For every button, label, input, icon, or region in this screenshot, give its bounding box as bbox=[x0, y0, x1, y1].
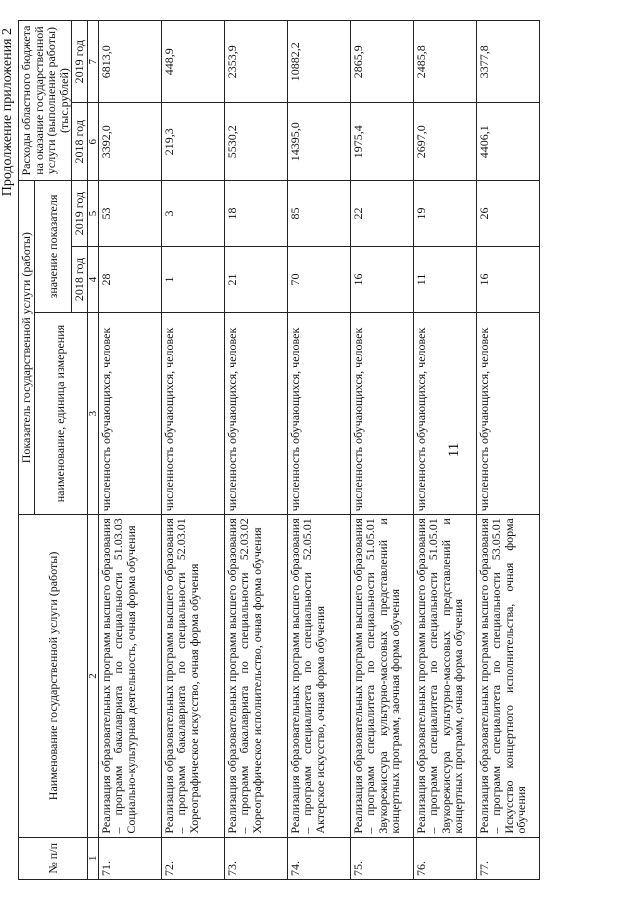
budget-2019: 2353,9 bbox=[224, 21, 287, 103]
value-2018: 28 bbox=[98, 246, 161, 312]
service-name: Реализация образовательных программ высшего образования – программ специалитета по специальности 53.05.01 Искусство концертного исполнительства, очная форма обучения bbox=[476, 515, 539, 837]
budget-2019: 2485,8 bbox=[413, 21, 476, 103]
budget-2018: 2697,0 bbox=[413, 103, 476, 181]
value-2018: 1 bbox=[161, 246, 224, 312]
header-num: № п/п bbox=[19, 837, 88, 879]
indicator-unit: численность обучающихся, человек bbox=[98, 312, 161, 514]
budget-2019: 6813,0 bbox=[98, 21, 161, 103]
header-budget-2018: 2018 год bbox=[72, 103, 88, 181]
budget-2019: 448,9 bbox=[161, 21, 224, 103]
header-value-2019: 2019 год bbox=[72, 181, 88, 247]
indicator-unit: численность обучающихся, человек bbox=[224, 312, 287, 514]
row-number: 74. bbox=[287, 837, 350, 879]
col-number-2: 2 bbox=[87, 515, 98, 837]
value-2018: 70 bbox=[287, 246, 350, 312]
header-indicator: Показатель государственной услуги (работы) bbox=[19, 181, 35, 515]
value-2019: 26 bbox=[476, 181, 539, 247]
table-row bbox=[476, 21, 539, 880]
budget-2019: 10882,2 bbox=[287, 21, 350, 103]
value-2018: 16 bbox=[350, 246, 413, 312]
service-name: Реализация образовательных программ высшего образования – программ бакалавриата по специальности 52.03.01 Хореографическое искусство, очная форма обучения bbox=[161, 515, 224, 837]
table-row bbox=[350, 21, 413, 880]
value-2019: 53 bbox=[98, 181, 161, 247]
row-number: 77. bbox=[476, 837, 539, 879]
table-row bbox=[413, 21, 476, 880]
budget-2018: 3392,0 bbox=[98, 103, 161, 181]
row-number: 72. bbox=[161, 837, 224, 879]
col-number-3: 3 bbox=[87, 312, 98, 514]
header-unit: наименование, единица измерения bbox=[34, 312, 87, 514]
value-2018: 11 bbox=[413, 246, 476, 312]
header-budget-2019: 2019 год bbox=[72, 21, 88, 103]
row-number: 73. bbox=[224, 837, 287, 879]
budget-2018: 5530,2 bbox=[224, 103, 287, 181]
budget-2018: 4406,1 bbox=[476, 103, 539, 181]
budget-2019: 3377,8 bbox=[476, 21, 539, 103]
row-number: 75. bbox=[350, 837, 413, 879]
budget-2018: 14395,0 bbox=[287, 103, 350, 181]
col-number-4: 4 bbox=[87, 246, 98, 312]
service-name: Реализация образовательных программ высшего образования – программ специалитета по специальности 51.05.01 Звукорежиссура культурно-массовых представлений и концертных программ, очная форма обучения bbox=[413, 515, 476, 837]
service-name: Реализация образовательных программ высшего образования – программ бакалавриата по специальности 52.03.02 Хореографическое исполнительство, очная форма обучения bbox=[224, 515, 287, 837]
col-number-1: 1 bbox=[87, 837, 98, 879]
header-budget: Расходы областного бюджета на оказание государственной услуги (выполнение работы) (тыс.рублей) bbox=[19, 21, 72, 181]
service-name: Реализация образовательных программ высшего образования – программ специалитета по специальности 51.05.01 Звукорежиссура культурно-массовых представлений и концертных программ, заочная форма обучения bbox=[350, 515, 413, 837]
header-value-2018: 2018 год bbox=[72, 246, 88, 312]
page-number: 11 bbox=[446, 442, 462, 458]
header-service: Наименование государственной услуги (работы) bbox=[19, 515, 88, 837]
table-row bbox=[98, 21, 161, 880]
indicator-unit: численность обучающихся, человек bbox=[350, 312, 413, 514]
value-2019: 22 bbox=[350, 181, 413, 247]
indicator-unit: численность обучающихся, человек bbox=[476, 312, 539, 514]
value-2019: 85 bbox=[287, 181, 350, 247]
continuation-label: Продолжение приложения 2 bbox=[0, 28, 15, 197]
service-name: Реализация образовательных программ высшего образования – программ бакалавриата по специальности 51.03.03 Социально-культурная деятельность, очная форма обучения bbox=[98, 515, 161, 837]
table-row bbox=[224, 21, 287, 880]
value-2018: 21 bbox=[224, 246, 287, 312]
indicator-unit: численность обучающихся, человек bbox=[161, 312, 224, 514]
value-2019: 3 bbox=[161, 181, 224, 247]
value-2019: 18 bbox=[224, 181, 287, 247]
header-value: значение показателя bbox=[34, 181, 72, 313]
col-number-7: 7 bbox=[87, 21, 98, 103]
value-2019: 19 bbox=[413, 181, 476, 247]
table-row bbox=[287, 21, 350, 880]
indicator-unit: численность обучающихся, человек bbox=[413, 312, 476, 514]
col-number-5: 5 bbox=[87, 181, 98, 247]
budget-2019: 2865,9 bbox=[350, 21, 413, 103]
rotated-document-page bbox=[0, 20, 600, 880]
service-name: Реализация образовательных программ высшего образования – программ специалитета по специальности 52.05.01 Актерское искусство, очная форма обучения bbox=[287, 515, 350, 837]
row-number: 71. bbox=[98, 837, 161, 879]
row-number: 76. bbox=[413, 837, 476, 879]
col-number-6: 6 bbox=[87, 103, 98, 181]
budget-2018: 1975,4 bbox=[350, 103, 413, 181]
budget-2018: 219,3 bbox=[161, 103, 224, 181]
table-row bbox=[161, 21, 224, 880]
value-2018: 16 bbox=[476, 246, 539, 312]
indicator-unit: численность обучающихся, человек bbox=[287, 312, 350, 514]
